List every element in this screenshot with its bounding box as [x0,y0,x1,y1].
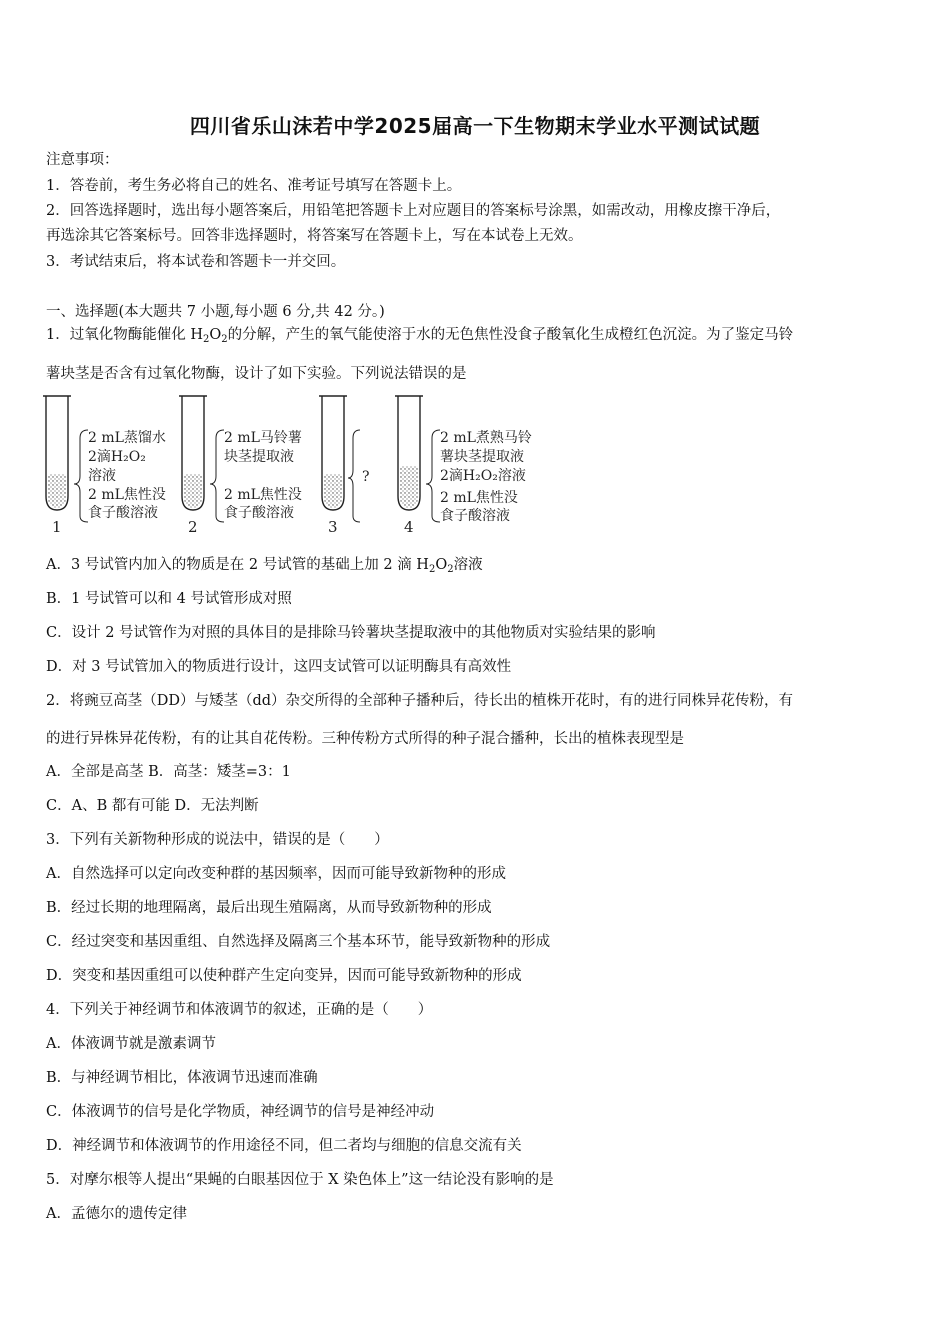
q1-sub-2: 2 [221,334,228,345]
q2-stem-line2: 的进行异株异花传粉，有的让其自花传粉。三种传粉方式所得的种子混合播种，长出的植株表现型是 [46,731,684,747]
q1-text-c: 的分解，产生的氧气能使溶于水的无色焦性没食子酸氧化生成橙红色沉淀。为了鉴定马铃 [227,327,794,343]
q4-stem: 4．下列关于神经调节和体液调节的叙述，正确的是（ ） [46,1002,433,1018]
q1-opta-text-c: 溶液 [453,557,483,573]
q1-option-d: D．对 3 号试管加入的物质进行设计，这四支试管可以证明酶具有高效性 [46,659,512,675]
tube4-label-4: 2 mL焦性没 [440,490,518,506]
notice-heading: 注意事项： [46,152,119,168]
tube1-label-2: 2滴H₂O₂ [88,449,146,465]
q1-option-b: B．1 号试管可以和 4 号试管形成对照 [46,591,292,607]
q3-stem: 3．下列有关新物种形成的说法中，错误的是（ ） [46,832,389,848]
tube4-number: 4 [404,518,414,536]
tube4-label-1: 2 mL煮熟马铃 [440,430,532,446]
tube1-label-3: 溶液 [88,468,116,484]
q3-option-a: A．自然选择可以定向改变种群的基因频率，因而可能导致新物种的形成 [46,866,506,882]
notice-item-2: 2．回答选择题时，选出每小题答案后，用铅笔把答题卡上对应题目的答案标号涂黑，如需改动，用橡皮擦干净后， [46,203,781,219]
notice-item-2-cont: 再选涂其它答案标号。回答非选择题时，将答案写在答题卡上，写在本试卷上无效。 [46,228,583,244]
q4-option-b: B．与神经调节相比，体液调节迅速而准确 [46,1070,318,1086]
tube3-label-1: ? [362,469,370,485]
page-title: 四川省乐山沫若中学2025届高一下生物期末学业水平测试试题 [189,114,761,138]
q5-stem: 5．对摩尔根等人提出“果蝇的白眼基因位于 X 染色体上”这一结论没有影响的是 [46,1172,554,1188]
q1-text-b: O [209,327,222,343]
tube4-label-2: 薯块茎提取液 [440,449,524,465]
q1-option-a [46,555,906,580]
test-tube-3 [319,396,360,522]
tube2-number: 2 [188,518,198,536]
tube1-label-4: 2 mL焦性没 [88,487,166,503]
tube4-label-5: 食子酸溶液 [440,508,510,524]
q2-stem-line1: 2．将豌豆高茎（DD）与矮茎（dd）杂交所得的全部种子播种后，待长出的植株开花时，有的进行同株异花传粉，有 [46,693,794,709]
notice-item-3: 3．考试结束后，将本试卷和答题卡一并交回。 [46,254,346,270]
tube1-label-5: 食子酸溶液 [88,505,158,521]
tube1-label-1: 2 mL蒸馏水 [88,430,166,446]
q1-option-c: C．设计 2 号试管作为对照的具体目的是排除马铃薯块茎提取液中的其他物质对实验结果的影响 [46,625,656,641]
tube2-label-1: 2 mL马铃薯 [224,430,302,446]
q5-option-a: A．孟德尔的遗传定律 [46,1206,187,1222]
test-tube-2 [179,396,224,522]
q4-option-d: D．神经调节和体液调节的作用途径不同，但二者均与细胞的信息交流有关 [46,1138,522,1154]
tube2-label-3: 2 mL焦性没 [224,487,302,503]
q1-opta-sub-1: 2 [428,564,436,575]
q3-option-c: C．经过突变和基因重组、自然选择及隔离三个基本环节，能导致新物种的形成 [46,934,551,950]
q4-option-a: A．体液调节就是激素调节 [46,1036,216,1052]
q4-option-c: C．体液调节的信号是化学物质，神经调节的信号是神经冲动 [46,1104,435,1120]
tube3-number: 3 [328,518,338,536]
q1-opta-sub-2: 2 [447,564,454,575]
tube4-label-3: 2滴H₂O₂溶液 [440,468,526,484]
q1-stem-line1 [46,325,906,350]
section-heading: 一、选择题(本大题共 7 小题,每小题 6 分,共 42 分。) [46,304,385,320]
q2-options-cd: C．A、B 都有可能 D．无法判断 [46,798,259,814]
tube2-label-4: 食子酸溶液 [224,505,294,521]
q3-option-b: B．经过长期的地理隔离，最后出现生殖隔离，从而导致新物种的形成 [46,900,492,916]
notice-item-1: 1．答卷前，考生务必将自己的姓名、准考证号填写在答题卡上。 [46,178,462,194]
q3-option-d: D．突变和基因重组可以使种群产生定向变异，因而可能导致新物种的形成 [46,968,522,984]
tube1-number: 1 [52,518,62,536]
test-tube-1 [43,396,88,522]
q1-text-a: 1．过氧化物酶能催化 H [46,327,203,343]
q1-opta-text-b: O [435,557,448,573]
q1-stem-line2: 薯块茎是否含有过氧化物酶，设计了如下实验。下列说法错误的是 [46,366,467,382]
tube2-label-2: 块茎提取液 [224,449,294,465]
q2-options-ab: A．全部是高茎 B．高茎：矮茎=3：1 [46,764,291,780]
q1-sub-1: 2 [202,334,210,345]
test-tube-figure [40,392,560,540]
q1-opta-text-a: A．3 号试管内加入的物质是在 2 号试管的基础上加 2 滴 H [46,557,429,573]
test-tube-4 [395,396,440,522]
